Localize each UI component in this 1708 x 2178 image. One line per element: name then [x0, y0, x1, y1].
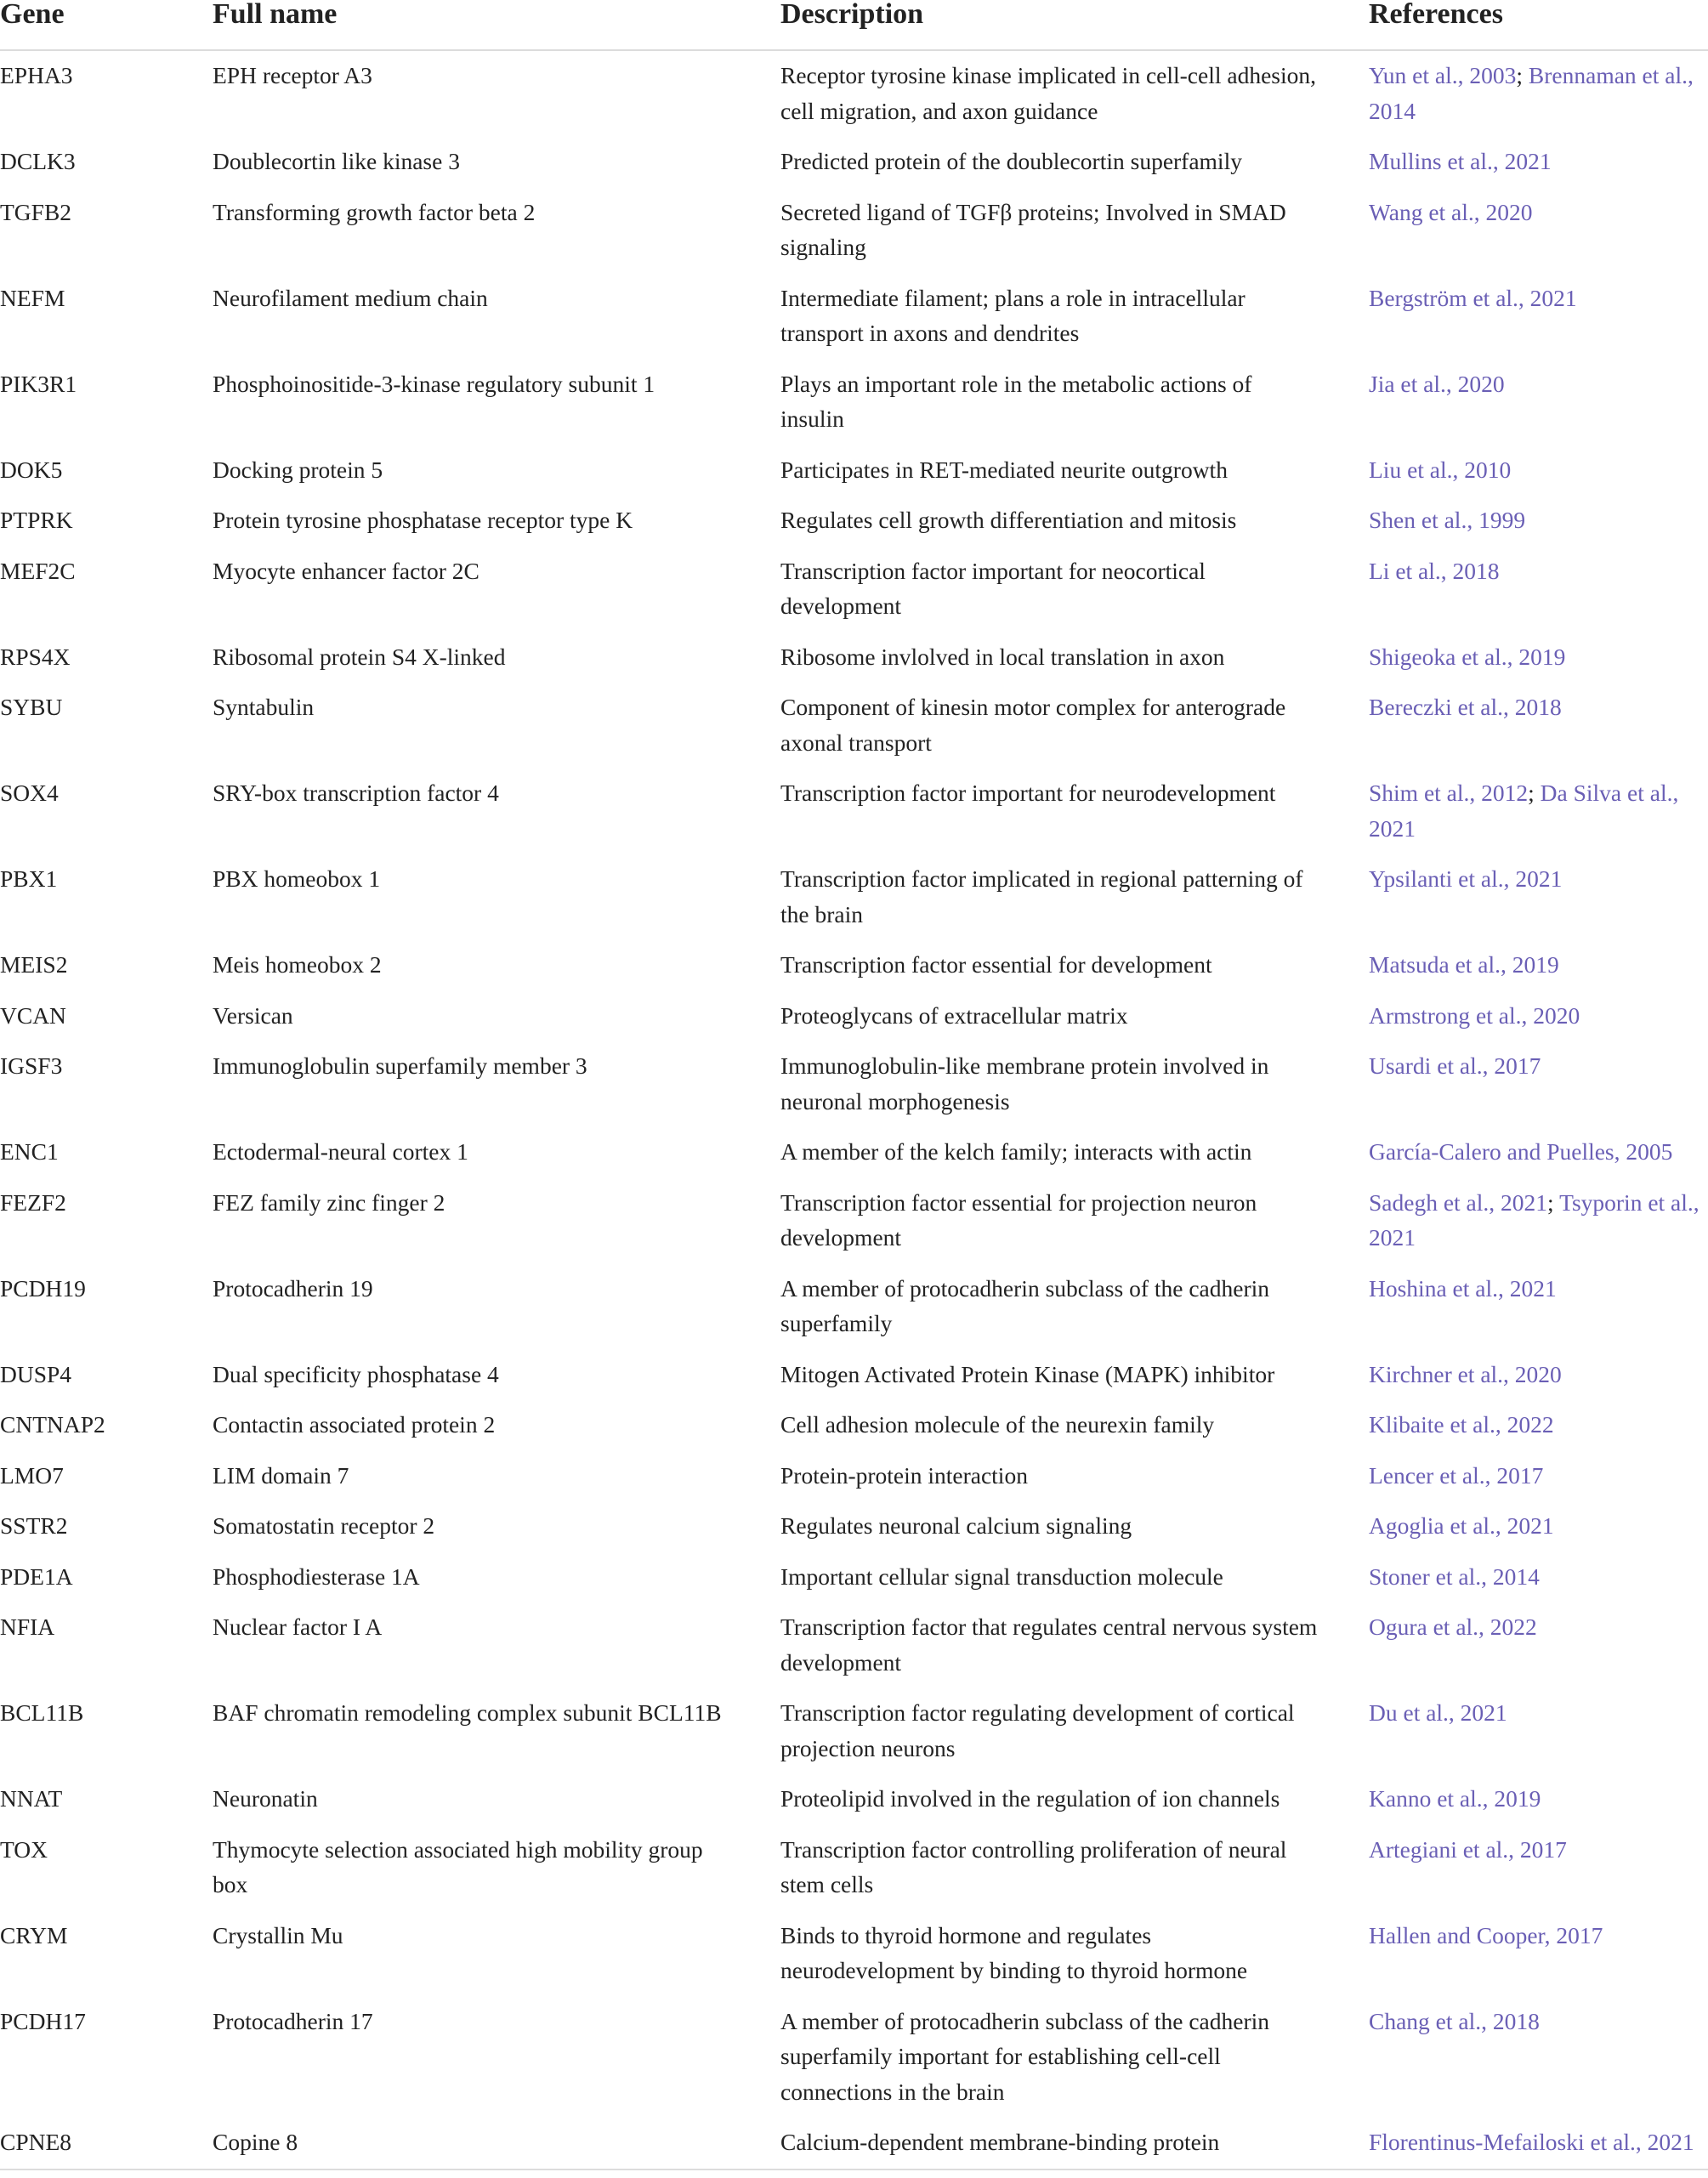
- cell-gene: CRYM: [0, 1921, 68, 1948]
- cell-full-name: SRY-box transcription factor 4: [213, 780, 499, 806]
- reference-link[interactable]: Hoshina et al., 2021: [1369, 1274, 1557, 1302]
- cell-references: [1369, 1552, 1708, 1603]
- cell-references: [1369, 1350, 1708, 1401]
- cell-full-name: EPH receptor A3: [213, 62, 372, 88]
- cell-description: Calcium-dependent membrane-binding protein: [780, 2118, 1369, 2169]
- cell-full-name: FEZ family zinc finger 2: [213, 1188, 445, 1216]
- table-row: [0, 940, 1708, 991]
- table-row: [0, 1178, 1708, 1264]
- cell-gene: PIK3R1: [0, 370, 77, 397]
- table-row: [0, 445, 1708, 496]
- reference-link[interactable]: Ogura et al., 2022: [1369, 1614, 1537, 1640]
- cell-gene: MEIS2: [0, 951, 68, 978]
- cell-references: [1369, 137, 1708, 188]
- cell-full-name: LIM domain 7: [213, 1461, 349, 1489]
- cell-references: [1369, 1911, 1708, 1997]
- cell-description: Intermediate filament; plans a role in intracellular transport in axons and dendrites: [780, 284, 1246, 346]
- cell-full-name: Phosphoinositide-3-kinase regulatory subunit 1: [213, 370, 655, 397]
- cell-references: [1369, 1451, 1708, 1502]
- cell-description: Important cellular signal transduction molecule: [780, 1563, 1223, 1590]
- table-row: [0, 683, 1708, 769]
- reference-link[interactable]: Kanno et al., 2019: [1369, 1785, 1541, 1812]
- cell-references: [1369, 1602, 1708, 1688]
- cell-full-name: Copine 8: [213, 2118, 780, 2169]
- table-row: [0, 50, 1708, 137]
- reference-link[interactable]: Artegiani et al., 2017: [1369, 1835, 1567, 1863]
- cell-full-name: Phosphodiesterase 1A: [213, 1563, 420, 1590]
- cell-description: Immunoglobulin-like membrane protein involved in neuronal morphogenesis: [780, 1052, 1269, 1115]
- cell-gene: SOX4: [0, 780, 59, 806]
- cell-references: [1369, 547, 1708, 632]
- table-row: [0, 1400, 1708, 1451]
- cell-references: [1369, 445, 1708, 496]
- cell-full-name: Protocadherin 19: [213, 1274, 373, 1302]
- cell-references: [1369, 854, 1708, 940]
- table-row: [0, 1041, 1708, 1127]
- table-row: [0, 360, 1708, 445]
- cell-gene: BCL11B: [0, 1699, 84, 1726]
- cell-description: Transcription factor regulating development of cortical projection neurons: [780, 1699, 1295, 1761]
- cell-full-name: Somatostatin receptor 2: [213, 1512, 435, 1539]
- cell-references: [1369, 940, 1708, 991]
- cell-description: Transcription factor implicated in regional patterning of the brain: [780, 865, 1303, 927]
- cell-references: [1369, 632, 1708, 683]
- cell-full-name: Immunoglobulin superfamily member 3: [213, 1052, 587, 1079]
- cell-references: [1369, 274, 1708, 360]
- reference-link[interactable]: Ypsilanti et al., 2021: [1369, 865, 1563, 892]
- reference-link[interactable]: Bereczki et al., 2018: [1369, 694, 1562, 720]
- table-row: [0, 1350, 1708, 1401]
- reference-link[interactable]: Shim et al., 2012: [1369, 780, 1529, 806]
- cell-description: Predicted protein of the doublecortin superfamily: [780, 148, 1242, 174]
- reference-link[interactable]: Kirchner et al., 2020: [1369, 1360, 1562, 1387]
- cell-references: [1369, 1264, 1708, 1350]
- cell-full-name: Ectodermal-neural cortex 1: [213, 1138, 468, 1165]
- cell-full-name: Thymocyte selection associated high mobility group box: [213, 1835, 703, 1897]
- cell-full-name: PBX homeobox 1: [213, 865, 381, 892]
- reference-link[interactable]: Mullins et al., 2021: [1369, 148, 1552, 174]
- cell-description: Component of kinesin motor complex for anterograde axonal transport: [780, 694, 1286, 756]
- cell-references: [1369, 1501, 1708, 1552]
- cell-references: [1369, 1400, 1708, 1451]
- header-gene: Gene: [0, 0, 213, 50]
- reference-separator: ;: [1516, 62, 1529, 88]
- reference-link[interactable]: Lencer et al., 2017: [1369, 1461, 1544, 1489]
- cell-gene: FEZF2: [0, 1188, 66, 1216]
- cell-full-name: Versican: [213, 1001, 293, 1029]
- cell-references: [1369, 2118, 1708, 2169]
- cell-gene: PDE1A: [0, 1563, 73, 1590]
- cell-references: [1369, 360, 1708, 445]
- reference-separator: ;: [1528, 780, 1541, 806]
- cell-description: A member of the kelch family; interacts with actin: [780, 1138, 1252, 1165]
- cell-description: Transcription factor essential for projection neuron development: [780, 1188, 1257, 1251]
- table-row: [0, 2118, 1708, 2169]
- cell-references: [1369, 769, 1708, 854]
- cell-references: [1369, 1825, 1708, 1911]
- reference-link[interactable]: Da Silva et al., 2021: [1369, 780, 1679, 842]
- table-row: [0, 769, 1708, 854]
- cell-full-name: Crystallin Mu: [213, 1921, 343, 1948]
- cell-description: Binds to thyroid hormone and regulates neurodevelopment by binding to thyroid hormone: [780, 1921, 1248, 1983]
- reference-link[interactable]: Klibaite et al., 2022: [1369, 1411, 1554, 1438]
- reference-link[interactable]: Armstrong et al., 2020: [1369, 1001, 1580, 1029]
- cell-description: Transcription factor important for neocortical development: [780, 557, 1206, 619]
- table-row: [0, 1501, 1708, 1552]
- table-body: [0, 50, 1708, 2169]
- cell-references: [1369, 1041, 1708, 1127]
- cell-gene: EPHA3: [0, 62, 73, 88]
- cell-gene: VCAN: [0, 1001, 66, 1029]
- table-row: [0, 1911, 1708, 1997]
- cell-full-name: Protocadherin 17: [213, 2007, 373, 2034]
- cell-full-name: Dual specificity phosphatase 4: [213, 1360, 499, 1387]
- table-row: [0, 1602, 1708, 1688]
- cell-gene: NFIA: [0, 1614, 55, 1640]
- cell-description: Participates in RET-mediated neurite outgrowth: [780, 456, 1228, 483]
- reference-link[interactable]: Sadegh et al., 2021: [1369, 1188, 1548, 1216]
- table-row: [0, 991, 1708, 1042]
- cell-gene: TGFB2: [0, 198, 72, 225]
- cell-full-name: Docking protein 5: [213, 456, 383, 483]
- reference-link[interactable]: Jia et al., 2020: [1369, 370, 1505, 397]
- cell-description: A member of protocadherin subclass of the cadherin superfamily important for establishing cell-cell connections in the brain: [780, 2007, 1270, 2105]
- header-description: Description: [780, 0, 1369, 50]
- table-row: [0, 1451, 1708, 1502]
- table-row: [0, 1552, 1708, 1603]
- table-row: [0, 1688, 1708, 1774]
- cell-description: Mitogen Activated Protein Kinase (MAPK) inhibitor: [780, 1360, 1275, 1387]
- cell-full-name: Neurofilament medium chain: [213, 284, 488, 311]
- cell-description: Protein-protein interaction: [780, 1461, 1028, 1489]
- table-header: [0, 0, 1708, 50]
- cell-description: Transcription factor that regulates central nervous system development: [780, 1614, 1318, 1676]
- cell-gene: SYBU: [0, 694, 63, 720]
- cell-full-name: Syntabulin: [213, 694, 315, 720]
- reference-link[interactable]: Shigeoka et al., 2019: [1369, 643, 1566, 670]
- reference-link[interactable]: García-Calero and Puelles, 2005: [1369, 1138, 1673, 1165]
- cell-gene: PCDH19: [0, 1274, 86, 1302]
- cell-full-name: Neuronatin: [213, 1785, 318, 1812]
- cell-gene: PBX1: [0, 865, 58, 892]
- table-row: [0, 547, 1708, 632]
- reference-link[interactable]: Matsuda et al., 2019: [1369, 951, 1559, 978]
- cell-gene: SSTR2: [0, 1512, 68, 1539]
- cell-description: Ribosome invlolved in local translation in axon: [780, 643, 1225, 670]
- cell-references: [1369, 1688, 1708, 1774]
- reference-link[interactable]: Wang et al., 2020: [1369, 198, 1533, 225]
- table-row: [0, 854, 1708, 940]
- cell-references: [1369, 50, 1708, 137]
- cell-description: Transcription factor important for neurodevelopment: [780, 780, 1276, 806]
- cell-description: Cell adhesion molecule of the neurexin family: [780, 1411, 1215, 1438]
- reference-link[interactable]: Tsyporin et al., 2021: [1369, 1188, 1699, 1251]
- cell-description: Proteolipid involved in the regulation of ion channels: [780, 1785, 1280, 1812]
- cell-description: Regulates cell growth differentiation and mitosis: [780, 507, 1237, 533]
- reference-link[interactable]: Bergström et al., 2021: [1369, 284, 1577, 311]
- table-row: [0, 496, 1708, 547]
- table-row: [0, 1774, 1708, 1825]
- reference-link[interactable]: Hallen and Cooper, 2017: [1369, 1921, 1603, 1948]
- cell-gene: PCDH17: [0, 2007, 86, 2034]
- cell-full-name: Doublecortin like kinase 3: [213, 148, 460, 174]
- table-row: [0, 1825, 1708, 1911]
- table-row: [0, 274, 1708, 360]
- cell-references: [1369, 991, 1708, 1042]
- table-row: [0, 1264, 1708, 1350]
- cell-full-name: Contactin associated protein 2: [213, 1411, 496, 1438]
- reference-link[interactable]: Liu et al., 2010: [1369, 456, 1512, 483]
- cell-references: [1369, 1178, 1708, 1264]
- cell-references: [1369, 1774, 1708, 1825]
- reference-separator: ;: [1547, 1188, 1560, 1216]
- cell-gene: DOK5: [0, 456, 63, 483]
- cell-references: [1369, 683, 1708, 769]
- cell-gene: CNTNAP2: [0, 1411, 105, 1438]
- cell-description: Receptor tyrosine kinase implicated in cell-cell adhesion, cell migration, and axon guidance: [780, 62, 1316, 124]
- cell-full-name: Nuclear factor I A: [213, 1614, 383, 1640]
- cell-full-name: BAF chromatin remodeling complex subunit BCL11B: [213, 1699, 722, 1726]
- cell-full-name: Protein tyrosine phosphatase receptor type K: [213, 507, 633, 533]
- cell-description: Regulates neuronal calcium signaling: [780, 1512, 1132, 1539]
- reference-link[interactable]: Chang et al., 2018: [1369, 2007, 1540, 2034]
- cell-full-name: Ribosomal protein S4 X-linked: [213, 643, 506, 670]
- cell-description: Plays an important role in the metabolic actions of insulin: [780, 370, 1252, 432]
- reference-link[interactable]: Du et al., 2021: [1369, 1699, 1507, 1726]
- cell-full-name: Meis homeobox 2: [213, 951, 382, 978]
- cell-gene: PTPRK: [0, 507, 73, 533]
- reference-link[interactable]: Yun et al., 2003: [1369, 62, 1517, 88]
- table-row: [0, 1997, 1708, 2118]
- cell-references: [1369, 496, 1708, 547]
- cell-gene: CPNE8: [0, 2118, 213, 2169]
- reference-link[interactable]: Agoglia et al., 2021: [1369, 1512, 1554, 1539]
- reference-link[interactable]: Usardi et al., 2017: [1369, 1052, 1541, 1079]
- cell-references: [1369, 1997, 1708, 2118]
- cell-gene: LMO7: [0, 1461, 64, 1489]
- cell-description: Proteoglycans of extracellular matrix: [780, 1001, 1128, 1029]
- table-row: [0, 137, 1708, 188]
- table-row: [0, 632, 1708, 683]
- cell-full-name: Myocyte enhancer factor 2C: [213, 557, 479, 584]
- cell-description: Secreted ligand of TGFβ proteins; Involved in SMAD signaling: [780, 198, 1286, 260]
- reference-link[interactable]: Brennaman et al., 2014: [1369, 62, 1694, 124]
- reference-link[interactable]: Li et al., 2018: [1369, 557, 1500, 584]
- cell-full-name: Transforming growth factor beta 2: [213, 198, 536, 225]
- cell-gene: DCLK3: [0, 148, 76, 174]
- header-row: [0, 0, 1708, 50]
- cell-gene: NEFM: [0, 284, 65, 311]
- header-references: References: [1369, 0, 1708, 50]
- cell-references: [1369, 1127, 1708, 1178]
- cell-gene: ENC1: [0, 1138, 59, 1165]
- header-full-name: Full name: [213, 0, 780, 50]
- cell-gene: TOX: [0, 1835, 48, 1863]
- cell-gene: NNAT: [0, 1785, 63, 1812]
- table-row: [0, 1127, 1708, 1178]
- cell-description: A member of protocadherin subclass of the cadherin superfamily: [780, 1274, 1270, 1336]
- cell-description: Transcription factor controlling proliferation of neural stem cells: [780, 1835, 1287, 1897]
- table-row: [0, 188, 1708, 274]
- cell-gene: MEF2C: [0, 557, 76, 584]
- reference-link[interactable]: Shen et al., 1999: [1369, 507, 1526, 533]
- cell-references: [1369, 188, 1708, 274]
- reference-link[interactable]: Stoner et al., 2014: [1369, 1563, 1540, 1590]
- cell-gene: IGSF3: [0, 1052, 63, 1079]
- cell-description: Transcription factor essential for development: [780, 951, 1212, 978]
- reference-link[interactable]: Florentinus-Mefailoski et al., 2021: [1369, 2129, 1694, 2155]
- cell-gene: RPS4X: [0, 643, 71, 670]
- cell-gene: DUSP4: [0, 1360, 72, 1387]
